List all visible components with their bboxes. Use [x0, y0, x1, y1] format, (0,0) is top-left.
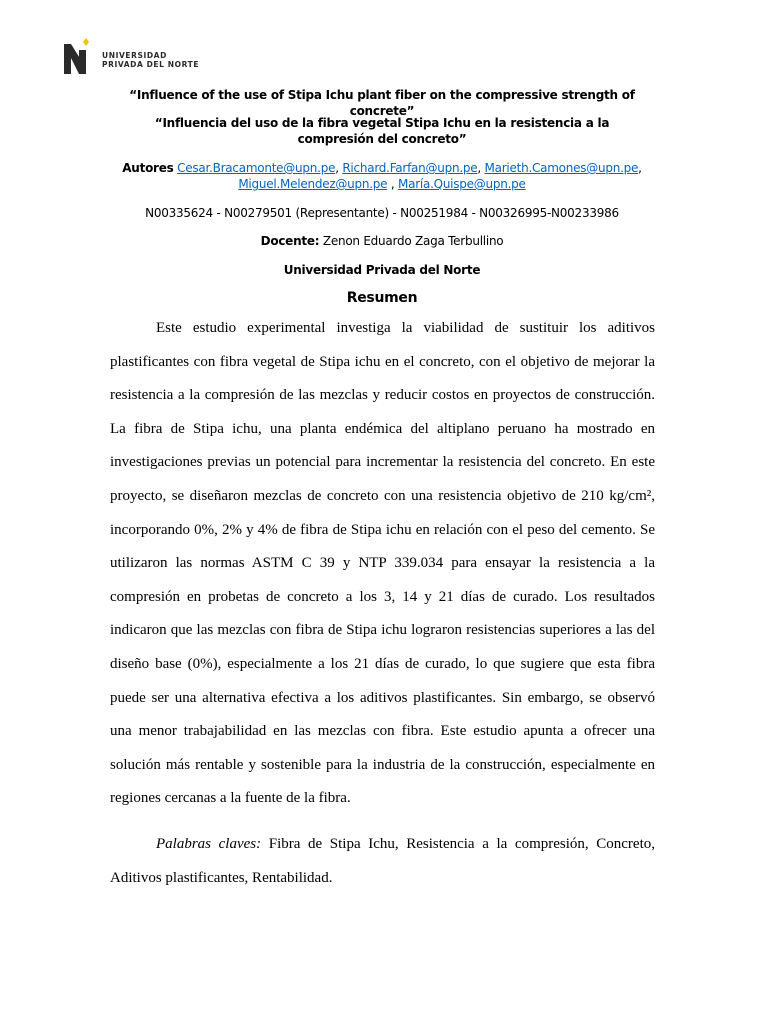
author-email-5[interactable]: María.Quispe@upn.pe [397, 177, 526, 191]
title-english: “Influence of the use of Stipa Ichu plant fiber on the compressive strength of concrete” [129, 88, 635, 118]
abstract-paragraph: Este estudio experimental investiga la viabilidad de sustituir los aditivos plastificantes con fibra vegetal de Stipa ichu en el concreto, con el objetivo de mejorar la resistencia a la compresión de las mezclas y reducir costos en proyectos de construcción. La fibra de Stipa ichu, una planta endémica del altiplano peruano ha mostrado en investigaciones previas un potencial para incrementar la resistencia del concreto. En este proyecto, se diseñaron mezclas de concreto con una resistencia objetivo de 210 kg/cm², incorporando 0%, 2% y 4% de fibra de Stipa ichu en relación con el peso del cemento. Se utilizaron las normas ASTM C 39 y NTP 339.034 para ensayar la resistencia a la compresión en probetas de concreto a los 3, 14 y 21 días de curado. Los resultados indicaron que las mezclas con fibra de Stipa ichu lograron resistencias superiores a las del diseño base (0%), especialmente a los 21 días de curado, lo que sugiere que esta fibra puede ser una alternativa efectiva a los aditivos plastificantes. Sin embargo, se observó una menor trabajabilidad en las mezclas con fibra. Este estudio apunta a ofrecer una solución más rentable y sostenible para la industria de la construcción, especialmente en regiones cercanas a la fuente de la fibra. [110, 320, 655, 807]
logo-line-1: UNIVERSIDAD [102, 50, 167, 60]
title-spanish: “Influencia del uso de la fibra vegetal Stipa Ichu en la resistencia a la compresión del concreto” [154, 116, 610, 146]
authors-label: Autores [122, 161, 174, 175]
upn-n-logo-icon [62, 38, 94, 81]
student-ids: N00335624 - N00279501 (Representante) - N00251984 - N00326995-N00233986 [145, 206, 619, 220]
university-name: Universidad Privada del Norte [283, 263, 481, 277]
authors-line: Autores Cesar.Bracamonte@upn.pe, Richard.Farfan@upn.pe, Marieth.Camones@upn.pe, Miguel.Melendez@upn.pe , María.Quispe@upn.pe [122, 161, 642, 191]
teacher-name: Zenon Eduardo Zaga Terbullino [322, 234, 504, 248]
logo-wordmark [102, 51, 199, 69]
author-email-3[interactable]: Marieth.Camones@upn.pe [484, 161, 639, 175]
author-email-1[interactable]: Cesar.Bracamonte@upn.pe [177, 161, 336, 175]
keywords-text: Fibra de Stipa Ichu, Resistencia a la compresión, Concreto, Aditivos plastificantes, Rentabilidad. [110, 836, 656, 886]
keywords-paragraph [110, 828, 655, 895]
logo-line-2: PRIVADA DEL NORTE [102, 59, 200, 69]
keywords-label: Palabras claves: [156, 836, 262, 852]
teacher-line [110, 233, 654, 249]
teacher-label: Docente: [260, 234, 320, 248]
abstract-heading: Resumen [346, 290, 418, 306]
author-email-4[interactable]: Miguel.Melendez@upn.pe [238, 177, 388, 191]
university-logo [62, 38, 199, 81]
author-email-2[interactable]: Richard.Farfan@upn.pe [342, 161, 478, 175]
